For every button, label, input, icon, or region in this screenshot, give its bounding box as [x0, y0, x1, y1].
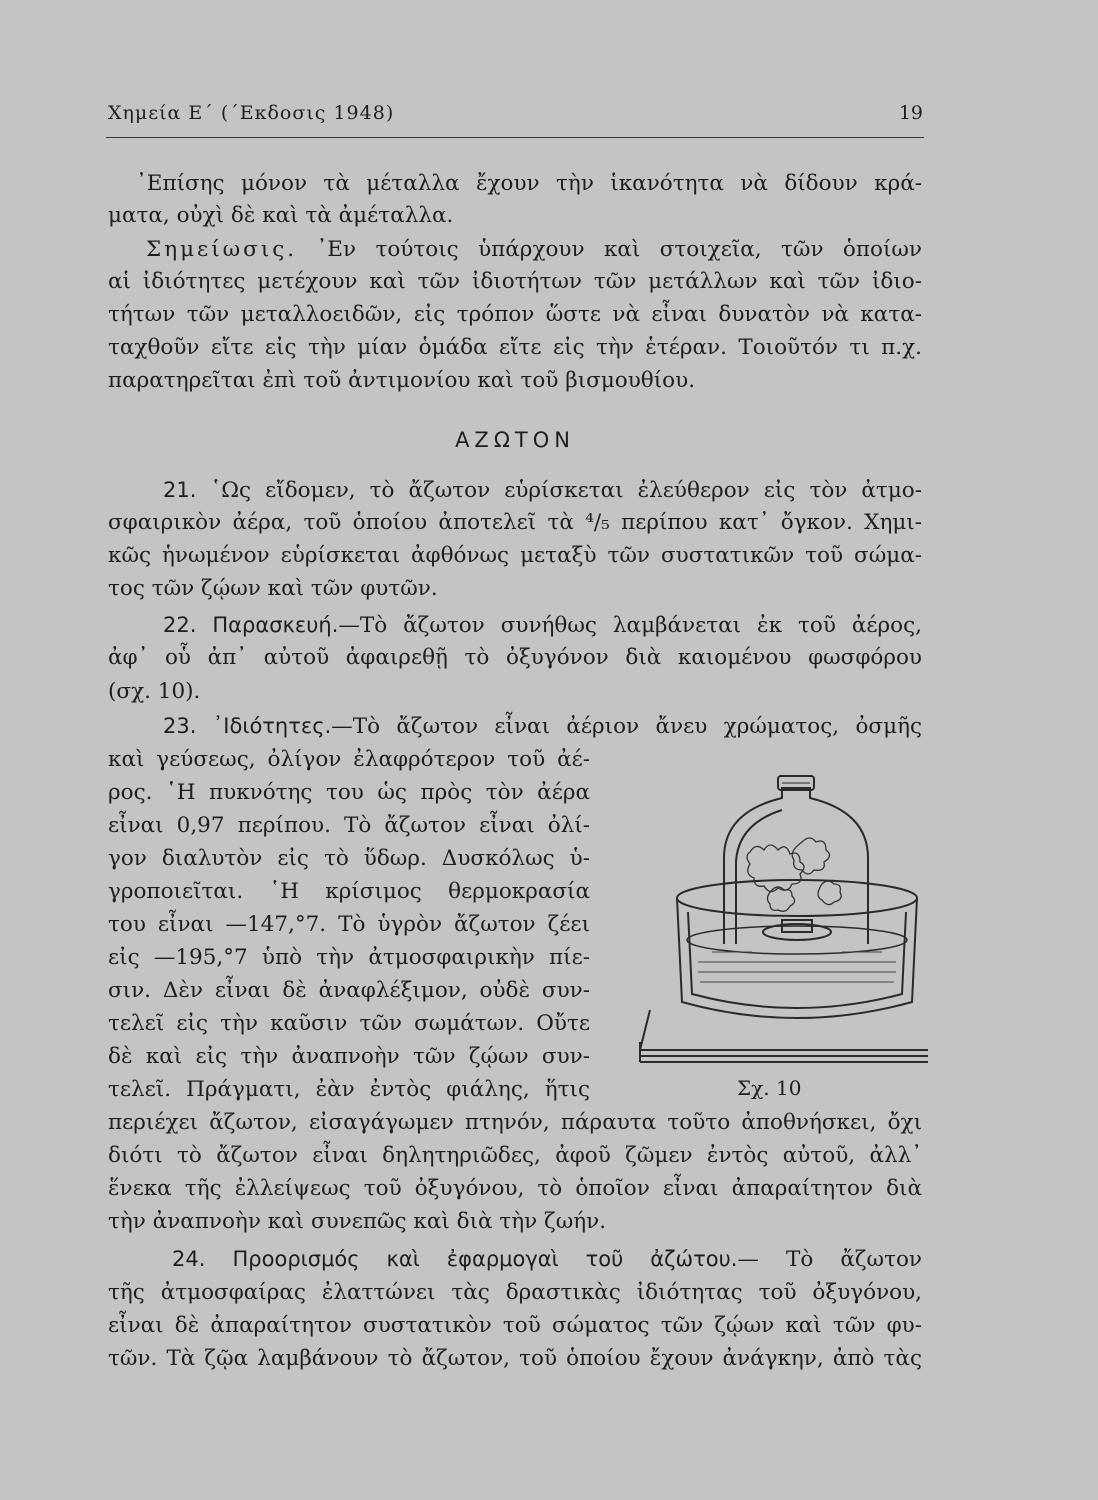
bell-jar-figure — [632, 772, 932, 1072]
fraction: ⁴/₅ — [585, 510, 610, 535]
text-line: τῆς ἀτμοσφαίρας ἐλαττώνει τὰς δραστικὰς ἰδιότητας τοῦ ὀξυγόνου, — [108, 1280, 922, 1305]
text-line: δὲ καὶ εἰς τὴν ἀναπνοὴν τῶν ζῴων συν- — [108, 1044, 590, 1069]
paragraph-23-first-line — [163, 710, 922, 743]
running-title: Χημεία Ε΄ (΄Εκδοσις 1948) — [108, 102, 395, 124]
note-first-line — [146, 234, 922, 266]
text-line: γροποιεῖται. ῾Η κρίσιμος θερμοκρασία — [108, 879, 590, 904]
text-line: τελεῖ. Πράγματι, ἐὰν ἐντὸς φιάλης, ἥτις — [108, 1077, 590, 1102]
paragraph-heading: Προορισμός καὶ ἐφαρμογαὶ τοῦ ἀζώτου. — [232, 1247, 738, 1271]
note-text: ᾿Εν τούτοις ὑπάρχουν καὶ στοιχεῖα, τῶν ὁποίων — [316, 237, 922, 262]
text-line: ἀφ᾿ οὗ ἀπ᾿ αὐτοῦ ἀφαιρεθῇ τὸ ὀξυγόνον διὰ καιομένου φωσφόρου — [108, 645, 922, 670]
text-line: τος τῶν ζῴων καὶ τῶν φυτῶν. — [108, 576, 438, 601]
text-line: τήτων τῶν μεταλλοειδῶν, εἰς τρόπον ὥστε νὰ εἶναι δυνατὸν νὰ κατα- — [108, 302, 922, 327]
paragraph-number: 22. — [163, 613, 197, 637]
page-number: 19 — [898, 102, 923, 124]
figure-caption: Σχ. 10 — [737, 1076, 802, 1100]
text-line: περιέχει ἄζωτον, εἰσαγάγωμεν πτηνόν, πάραυτα τοῦτο ἀποθνήσκει, ὄχι — [108, 1110, 922, 1135]
paragraph-21-first-line — [163, 474, 922, 507]
text-line: τελεῖ εἰς τὴν καῦσιν τῶν σωμάτων. Οὔτε — [108, 1011, 590, 1036]
text-line: κῶς ἡνωμένον εὑρίσκεται ἀφθόνως μεταξὺ τῶν συστατικῶν τοῦ σώμα- — [108, 543, 922, 568]
text-line: ρος. ῾Η πυκνότης του ὡς πρὸς τὸν ἀέρα — [108, 780, 590, 805]
paragraph-text: —Τὸ ἄζωτον συνήθως λαμβάνεται ἐκ τοῦ ἀέρος, — [338, 613, 922, 638]
section-title: ΑΖΩΤΟΝ — [455, 428, 575, 452]
text-span: σφαιρικὸν ἀέρα, τοῦ ὁποίου ἀποτελεῖ τὰ — [108, 510, 574, 535]
text-line: τῶν. Τὰ ζῷα λαμβάνουν τὸ ἄζωτον, τοῦ ὁποίου ἔχουν ἀνάγκην, ἀπὸ τὰς — [108, 1346, 922, 1371]
text-line: παρατηρεῖται ἐπὶ τοῦ ἀντιμονίου καὶ τοῦ βισμουθίου. — [108, 368, 696, 393]
paragraph-text: ῾Ως εἴδομεν, τὸ ἄζωτον εὑρίσκεται ἐλεύθερον εἰς τὸν ἀτμο- — [210, 478, 922, 503]
paragraph-heading: Παρασκευή. — [212, 613, 339, 637]
text-line — [108, 507, 922, 539]
text-span: περίπου κατ᾿ ὄγκον. Χημι- — [621, 510, 922, 535]
text-line: γον διαλυτὸν εἰς τὸ ὕδωρ. Δυσκόλως ὑ- — [108, 846, 590, 871]
text-line: ταχθοῦν εἴτε εἰς τὴν μίαν ὁμάδα εἴτε εἰς τὴν ἑτέραν. Τοιοῦτόν τι π.χ. — [108, 335, 922, 360]
paragraph-number: 21. — [163, 478, 197, 502]
running-header — [108, 102, 923, 124]
text-line: εἶναι 0,97 περίπου. Τὸ ἄζωτον εἶναι ὀλί- — [108, 813, 590, 838]
text-line: ᾿Επίσης μόνον τὰ μέταλλα ἔχουν τὴν ἱκανότητα νὰ δίδουν κρά- — [136, 171, 922, 196]
paragraph-number: 24. — [172, 1247, 206, 1271]
header-rule — [106, 137, 924, 138]
text-line: τὴν ἀναπνοὴν καὶ συνεπῶς καὶ διὰ τὴν ζωήν. — [108, 1209, 607, 1234]
note-label: Σημείωσις. — [146, 237, 298, 262]
text-line: εἶναι δὲ ἀπαραίτητον συστατικὸν τοῦ σώματος τῶν ζῴων καὶ τῶν φυ- — [108, 1313, 922, 1338]
paragraph-text: — Τὸ ἄζωτον — [737, 1247, 922, 1272]
paragraph-text: —Τὸ ἄζωτον εἶναι ἀέριον ἄνευ χρώματος, ὀσμῆς — [331, 714, 922, 739]
paragraph-22-first-line — [163, 609, 922, 642]
text-line: εἰς —195,°7 ὑπὸ τὴν ἀτμοσφαιρικὴν πίε- — [108, 945, 590, 970]
text-line: του εἶναι —147,°7. Τὸ ὑγρὸν ἄζωτον ζέει — [108, 912, 590, 937]
paragraph-24-first-line — [172, 1243, 922, 1276]
text-line: καὶ γεύσεως, ὀλίγον ἐλαφρότερον τοῦ ἀέ- — [108, 747, 590, 772]
text-line: αἱ ἰδιότητες μετέχουν καὶ τῶν ἰδιοτήτων τῶν μετάλλων καὶ τῶν ἰδιο- — [108, 269, 922, 294]
text-line: διότι τὸ ἄζωτον εἶναι δηλητηριῶδες, ἀφοῦ ζῶμεν ἐντὸς αὐτοῦ, ἀλλ᾿ — [108, 1143, 922, 1168]
paragraph-number: 23. — [163, 714, 197, 738]
text-line: σιν. Δὲν εἶναι δὲ ἀναφλέξιμον, οὐδὲ συν- — [108, 978, 590, 1003]
text-line: ματα, οὐχὶ δὲ καὶ τὰ ἀμέταλλα. — [108, 203, 454, 228]
text-line: (σχ. 10). — [108, 679, 201, 704]
text-line: ἕνεκα τῆς ἐλλείψεως τοῦ ὀξυγόνου, τὸ ὁποῖον εἶναι ἀπαραίτητον διὰ — [108, 1176, 922, 1201]
paragraph-heading: ᾿Ιδιότητες. — [212, 714, 332, 738]
